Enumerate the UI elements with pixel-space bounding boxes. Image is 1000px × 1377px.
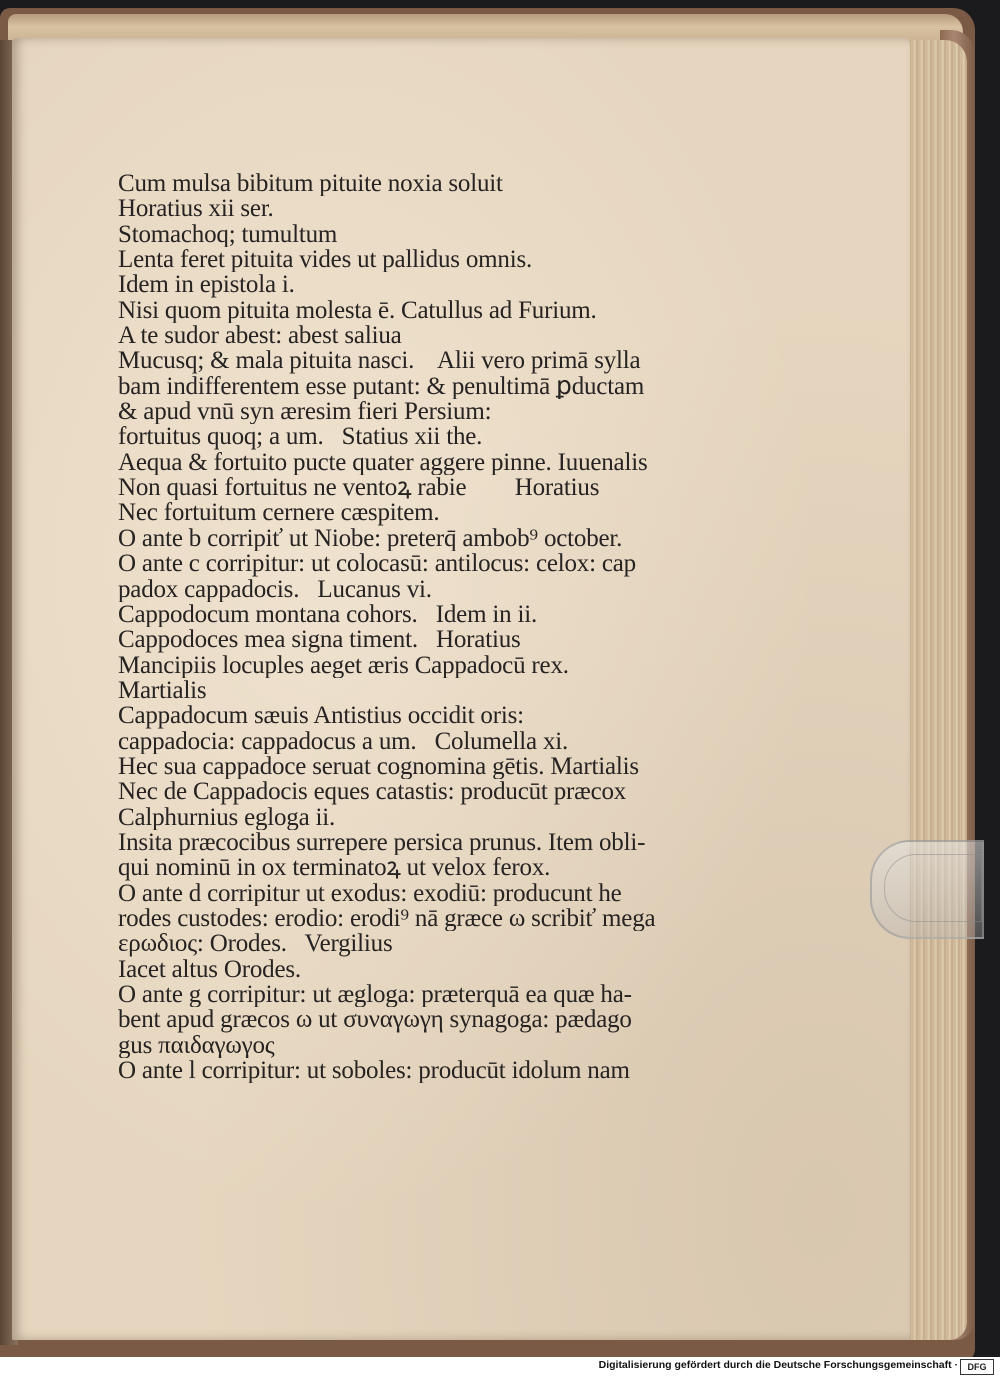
text-line: Mancipiis locuples aeget æris Cappadocū rex. bbox=[118, 652, 569, 678]
page-text-block bbox=[118, 171, 693, 1083]
text-line: padox cappadocis. Lucanus vi. bbox=[118, 576, 432, 602]
text-line: Hec sua cappadoce seruat cognomina gētis. Martialis bbox=[118, 753, 639, 780]
dfg-logo-icon: DFG bbox=[960, 1359, 994, 1375]
text-line: Nec fortuitum cernere cæspitem. bbox=[118, 500, 440, 526]
text-line: Horatius xii ser. bbox=[118, 196, 274, 222]
text-line: Idem in epistola i. bbox=[118, 272, 295, 298]
text-line: qui nominū in ox terminatoꝝ ut velox ferox. bbox=[118, 855, 551, 881]
text-line: O ante l corripitur: ut soboles: producūt idolum nam bbox=[118, 1058, 630, 1084]
text-line: O ante d corripitur ut exodus: exodiū: producunt he bbox=[118, 880, 622, 906]
text-line: ερωδιος: Orodes. Vergilius bbox=[118, 931, 393, 957]
text-line: fortuitus quoq; a um. Statius xii the. bbox=[118, 424, 483, 450]
text-line: Insita præcocibus surrepere persica prunus. Item obli- bbox=[118, 829, 646, 856]
text-line: Calphurnius egloga ii. bbox=[118, 804, 336, 830]
text-line: Iacet altus Orodes. bbox=[118, 956, 301, 982]
text-line: Stomachoq; tumultum bbox=[118, 221, 338, 248]
text-line: Martialis bbox=[118, 677, 207, 704]
text-line: Cappodoces mea signa timent. Horatius bbox=[118, 627, 521, 653]
text-line: Cappodocum montana cohors. Idem in ii. bbox=[118, 601, 538, 628]
page-edges bbox=[905, 40, 967, 1340]
text-line: A te sudor abest: abest saliua bbox=[118, 323, 402, 349]
text-line: Lenta feret pituita vides ut pallidus omnis. bbox=[118, 247, 533, 273]
text-line: Nisi quom pituita molesta ē. Catullus ad Furium. bbox=[118, 297, 597, 324]
text-line: Cappadocum sæuis Antistius occidit oris: bbox=[118, 703, 524, 729]
text-line: Mucusq; & mala pituita nasci. Alii vero primā sylla bbox=[118, 348, 641, 374]
text-line: & apud vnū syn æresim fieri Persium: bbox=[118, 399, 492, 425]
footer-bar bbox=[0, 1357, 1000, 1377]
text-line: bent apud græcos ω ut συναγωγη synagoga: pædago bbox=[118, 1007, 632, 1033]
text-line: bam indifferentem esse putant: & penultimā ꝑductam bbox=[118, 373, 645, 400]
page-clip-inner bbox=[884, 854, 982, 922]
text-line: O ante c corripitur: ut colocasū: antilocus: celox: cap bbox=[118, 551, 636, 577]
text-line: Aequa & fortuito pucte quater aggere pinne. Iuuenalis bbox=[118, 449, 648, 476]
page-clip-tab bbox=[870, 840, 984, 939]
text-line: O ante g corripitur: ut ægloga: præterquā ea quæ ha- bbox=[118, 982, 632, 1008]
text-line: gus παιδαγωγος bbox=[118, 1032, 275, 1059]
text-line: rodes custodes: erodio: erodi⁹ nā græce ω scribiť mega bbox=[118, 905, 656, 932]
text-line: O ante b corripiť ut Niobe: preterq̄ ambob⁹ october. bbox=[118, 525, 623, 552]
text-line: Non quasi fortuitus ne ventoꝝ rabie Horatius bbox=[118, 475, 600, 501]
text-line: cappadocia: cappadocus a um. Columella xi. bbox=[118, 728, 569, 754]
text-line: Nec de Cappadocis eques catastis: producūt præcox bbox=[118, 779, 627, 805]
footer-credit: Digitalisierung gefördert durch die Deutsche Forschungsgemeinschaft · bbox=[598, 1359, 958, 1371]
text-line: Cum mulsa bibitum pituite noxia soluit bbox=[118, 171, 503, 197]
